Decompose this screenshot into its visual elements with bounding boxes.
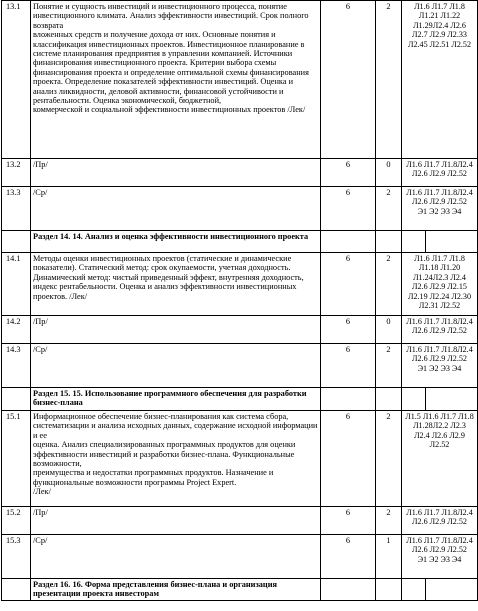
hours: 0 [376,159,402,187]
topic-description: /Ср/ [31,535,321,579]
literature: Л1.6 Л1.7 Л1.8Л2.4 Л2.6 Л2.9 Л2.52 [402,159,478,187]
topic-description: Информационное обеспечение бизнес-планирования как система сбора, систематизации и анализа исходных данных, содержание исходной информации и ее оценка. Анализ специализированных программных продуктов для оценки эффективности инвестиций и разработки бизнес-плана. Функциональные возможности, преимущества и недостатки программных продуктов. Назначение и функциональные возможности программы Project Expert. /Лек/ [31,411,321,507]
topic-description: /Пр/ [31,159,321,187]
course-plan-table [1,0,478,601]
table-row [2,187,478,231]
hours: 0 [376,316,402,344]
literature: Л1.6 Л1.7 Л1.8 Л1.18 Л1.20 Л1.24Л2.3 Л2.4 Л2.6 Л2.9 Л2.15 Л2.19 Л2.24 Л2.30 Л2.31 Л2.52 [402,253,478,316]
semester: 6 [321,187,376,231]
table-row [2,316,478,344]
row-number: 13.3 [2,187,31,231]
table-row [2,253,478,316]
table-row [2,411,478,507]
table-row [2,159,478,187]
semester: 6 [321,159,376,187]
topic-description: Понятие и сущность инвестиций и инвестиционного процесса, понятие инвестиционного климата. Анализ эффективности инвестиций. Срок полного возврата вложенных средств и получение дохода от них. Основные понятия и классификация инвестиционных проектов. Инвестиционное планирование в системе планирования предприятия в управлении компанией. Источники финансирования инвестиционного проекта. Критерии выбора схемы финансирования проекта и определение оптимальной схемы финансирования проекта. Определение показателей эффективности инвестиций. Оценка и анализ ликвидности, деловой активности, финансовой устойчивости и рентабельности. Оценка экономической, бюджетной, коммерческой и социальной эффективности инвестиционных проектов /Лек/ [31,1,321,159]
section-number-cell [2,579,31,601]
section-number-cell [2,231,31,253]
semester: 6 [321,535,376,579]
section-row [2,579,478,601]
table-row [2,507,478,535]
hours: 2 [376,1,402,159]
section-title: Раздел 15. 15. Использование программного обеспечения для разработки бизнес-плана [31,388,321,411]
section-number-cell [2,388,31,411]
row-number: 14.3 [2,344,31,388]
literature: Л1.6 Л1.7 Л1.8Л2.4 Л2.6 Л2.9 Л2.52 Э1 Э2 Э3 Э4 [402,535,478,579]
table-row [2,344,478,388]
literature: Л1.6 Л1.7 Л1.8Л2.4 Л2.6 Л2.9 Л2.52 [402,316,478,344]
semester: 6 [321,507,376,535]
hours: 1 [376,535,402,579]
row-number: 15.1 [2,411,31,507]
semester: 6 [321,253,376,316]
literature: Л1.5 Л1.6 Л1.7 Л1.8 Л1.28Л2.2 Л2.3 Л2.4 Л2.6 Л2.9 Л2.52 [402,411,478,507]
hours: 2 [376,507,402,535]
literature: Л1.6 Л1.7 Л1.8 Л1.21 Л1.22 Л1.29Л2.4 Л2.6 Л2.7 Л2.9 Л2.33 Л2.45 Л2.51 Л2.52 [402,1,478,159]
hours: 2 [376,411,402,507]
topic-description: Методы оценки инвестиционных проектов (статические и динамические показатели). Статический метод: срок окупаемости, учетная доходность. Динамический метод: чистый приведенный эффект, внутренняя доходность, индекс рентабельности. Оценка и анализ эффективности инвестиционных проектов. /Лек/ [31,253,321,316]
section-title: Раздел 16. 16. Форма представления бизнес-плана и организация презентации проекта инвесторам [31,579,321,601]
row-number: 15.2 [2,507,31,535]
hours: 2 [376,253,402,316]
row-number: 13.1 [2,1,31,159]
literature: Л1.6 Л1.7 Л1.8Л2.4 Л2.6 Л2.9 Л2.52 Э1 Э2 Э3 Э4 [402,187,478,231]
section-row [2,231,478,253]
literature: Л1.6 Л1.7 Л1.8Л2.4 Л2.6 Л2.9 Л2.52 Э1 Э2 Э3 Э4 [402,344,478,388]
table-row [2,535,478,579]
semester: 6 [321,411,376,507]
hours: 2 [376,187,402,231]
section-row [2,388,478,411]
row-number: 15.3 [2,535,31,579]
topic-description: /Ср/ [31,344,321,388]
literature: Л1.6 Л1.7 Л1.8Л2.4 Л2.6 Л2.9 Л2.52 [402,507,478,535]
section-title: Раздел 14. 14. Анализ и оценка эффективности инвестиционного проекта [31,231,321,253]
hours: 2 [376,344,402,388]
topic-description: /Пр/ [31,507,321,535]
semester: 6 [321,316,376,344]
topic-description: /Пр/ [31,316,321,344]
row-number: 14.1 [2,253,31,316]
row-number: 14.2 [2,316,31,344]
table-row [2,1,478,159]
semester: 6 [321,1,376,159]
row-number: 13.2 [2,159,31,187]
topic-description: /Ср/ [31,187,321,231]
semester: 6 [321,344,376,388]
